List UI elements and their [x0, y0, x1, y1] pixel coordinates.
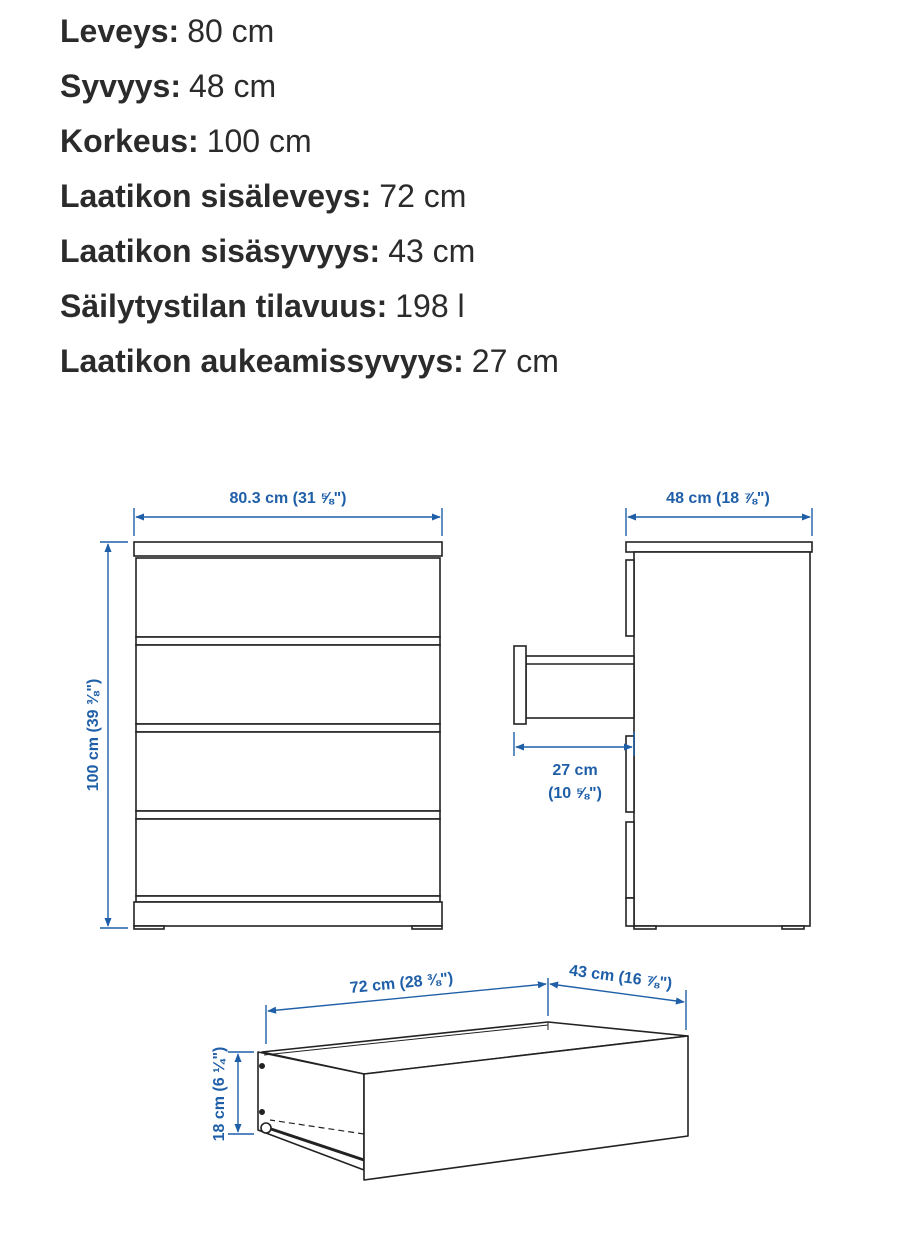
front-base: [134, 902, 442, 926]
spec-label: Laatikon aukeamissyvyys:: [60, 343, 464, 379]
side-depth-dimension: [626, 508, 812, 536]
runner-wheel: [261, 1123, 271, 1133]
front-drawer-4: [136, 819, 440, 896]
spec-value: 48 cm: [188, 68, 277, 104]
front-drawer-1-gap: [136, 637, 440, 645]
drawer-view: [258, 1022, 688, 1180]
front-drawer-2-gap: [136, 724, 440, 732]
front-height-label: 100 cm (39 ⅜"): [85, 678, 102, 792]
side-top-panel: [626, 542, 812, 552]
front-height-dimension: [100, 542, 128, 928]
open-drawer-body: [526, 656, 634, 718]
front-foot-left: [134, 926, 164, 929]
front-view: [134, 542, 442, 929]
spec-label: Säilytystilan tilavuus:: [60, 288, 388, 324]
side-foot-left: [634, 926, 656, 929]
spec-value: 43 cm: [388, 233, 476, 269]
front-drawer-3-gap: [136, 811, 440, 819]
side-view: [514, 542, 812, 929]
side-foot-right: [782, 926, 804, 929]
front-plinth-strip: [136, 896, 440, 902]
side-drawer-front-1: [626, 560, 634, 636]
spec-value: 27 cm: [471, 343, 559, 379]
opening-depth-label-inch: (10 ⅝"): [548, 785, 602, 802]
spec-label: Korkeus:: [60, 123, 199, 159]
drawer-depth-label: 43 cm (16 ⅞"): [568, 962, 674, 993]
spec-value: 100 cm: [206, 123, 312, 159]
front-drawer-2: [136, 645, 440, 724]
opening-depth-label-cm: 27 cm: [552, 762, 598, 779]
spec-value: 198 l: [395, 288, 465, 324]
front-drawer-3: [136, 732, 440, 811]
side-body: [634, 552, 810, 926]
spec-label: Laatikon sisäleveys:: [60, 178, 372, 214]
side-base: [626, 898, 634, 926]
spec-value: 80 cm: [187, 13, 275, 49]
front-width-dimension: [134, 508, 442, 536]
opening-depth-dimension: [514, 732, 634, 756]
open-drawer-front: [514, 646, 526, 724]
front-foot-right: [412, 926, 442, 929]
front-width-label: 80.3 cm (31 ⅝"): [229, 490, 347, 507]
spec-value: 72 cm: [379, 178, 467, 214]
drawer-height-label: 18 cm (6 ¼"): [211, 1046, 228, 1142]
spec-label: Leveys:: [60, 13, 180, 49]
front-drawer-1: [136, 558, 440, 637]
front-top-panel: [134, 542, 442, 556]
drawer-height-dimension: [228, 1052, 254, 1134]
side-drawer-front-4: [626, 822, 634, 898]
side-depth-label: 48 cm (18 ⅞"): [666, 490, 770, 507]
spec-label: Laatikon sisäsyvyys:: [60, 233, 381, 269]
spec-label: Syvyys:: [60, 68, 181, 104]
drawer-width-label: 72 cm (28 ⅜"): [349, 970, 454, 997]
